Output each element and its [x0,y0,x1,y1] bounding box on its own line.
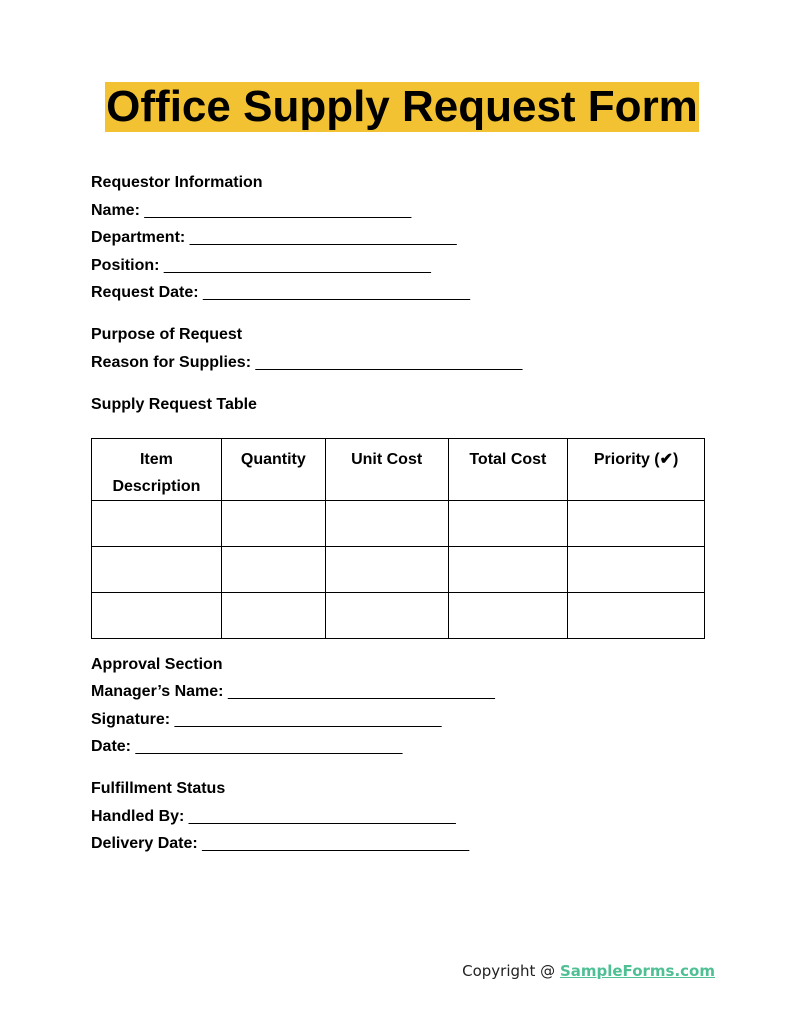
table-cell[interactable] [92,546,222,592]
handled-by-blank[interactable]: ______________________________ [188,807,456,825]
requestor-section [91,172,705,304]
department-field[interactable] [91,227,705,249]
delivery-date-label: Delivery Date: [91,835,198,852]
table-cell[interactable] [448,592,568,638]
table-section [91,394,705,639]
fulfillment-section [91,778,705,855]
handled-by-field[interactable] [91,806,705,828]
column-header-item-description: Item Description [92,438,222,500]
column-header-quantity: Quantity [221,438,325,500]
department-blank[interactable]: ______________________________ [189,229,457,246]
table-cell[interactable] [568,592,705,638]
sampleforms-link[interactable]: SampleForms.com [559,962,715,980]
signature-label: Signature: [91,710,171,728]
supply-table [91,438,705,639]
table-heading: Supply Request Table [91,395,257,413]
purpose-section [91,324,705,374]
name-blank[interactable]: ______________________________ [144,201,412,219]
purpose-heading: Purpose of Request [91,326,243,343]
table-row [92,592,705,638]
position-blank[interactable]: ______________________________ [163,256,431,274]
requestor-heading: Requestor Information [91,174,263,191]
table-cell[interactable] [448,500,568,546]
table-cell[interactable] [221,592,325,638]
table-cell[interactable] [568,546,705,592]
reason-field[interactable] [91,352,705,374]
manager-name-field[interactable] [91,681,705,703]
fulfillment-heading: Fulfillment Status [91,780,226,797]
signature-blank[interactable]: ______________________________ [174,710,442,728]
table-cell[interactable] [221,500,325,546]
department-label: Department: [91,229,186,246]
table-cell[interactable] [568,500,705,546]
manager-name-label: Manager’s Name: [91,683,224,700]
position-label: Position: [91,256,160,274]
form-content [91,172,705,875]
copyright-footer [462,962,715,980]
page-title: Office Supply Request Form [106,82,698,131]
signature-field[interactable] [91,709,705,731]
table-cell[interactable] [221,546,325,592]
copyright-text: Copyright @ [462,962,560,980]
position-field[interactable] [91,255,705,277]
delivery-date-field[interactable] [91,833,705,855]
request-date-field[interactable] [91,282,705,304]
column-header-total-cost: Total Cost [448,438,568,500]
manager-name-blank[interactable]: ______________________________ [227,683,495,700]
title-wrap [0,82,804,132]
reason-blank[interactable]: ______________________________ [255,353,523,371]
approval-date-label: Date: [91,738,132,755]
table-cell[interactable] [448,546,568,592]
column-header-unit-cost: Unit Cost [325,438,448,500]
table-row [92,546,705,592]
reason-label: Reason for Supplies: [91,353,252,371]
table-cell[interactable] [92,592,222,638]
approval-section [91,654,705,759]
table-cell[interactable] [92,500,222,546]
table-cell[interactable] [325,546,448,592]
table-row [92,500,705,546]
approval-heading: Approval Section [91,655,223,673]
name-label: Name: [91,201,140,219]
column-header-priority: Priority (✔) [568,438,705,500]
request-date-label: Request Date: [91,284,199,301]
handled-by-label: Handled By: [91,807,185,825]
table-cell[interactable] [325,500,448,546]
table-header-row [92,438,705,500]
request-date-blank[interactable]: ______________________________ [203,284,470,301]
approval-date-field[interactable] [91,736,705,758]
name-field[interactable] [91,200,705,222]
delivery-date-blank[interactable]: ______________________________ [202,835,470,852]
table-cell[interactable] [325,592,448,638]
approval-date-blank[interactable]: ______________________________ [135,738,403,755]
